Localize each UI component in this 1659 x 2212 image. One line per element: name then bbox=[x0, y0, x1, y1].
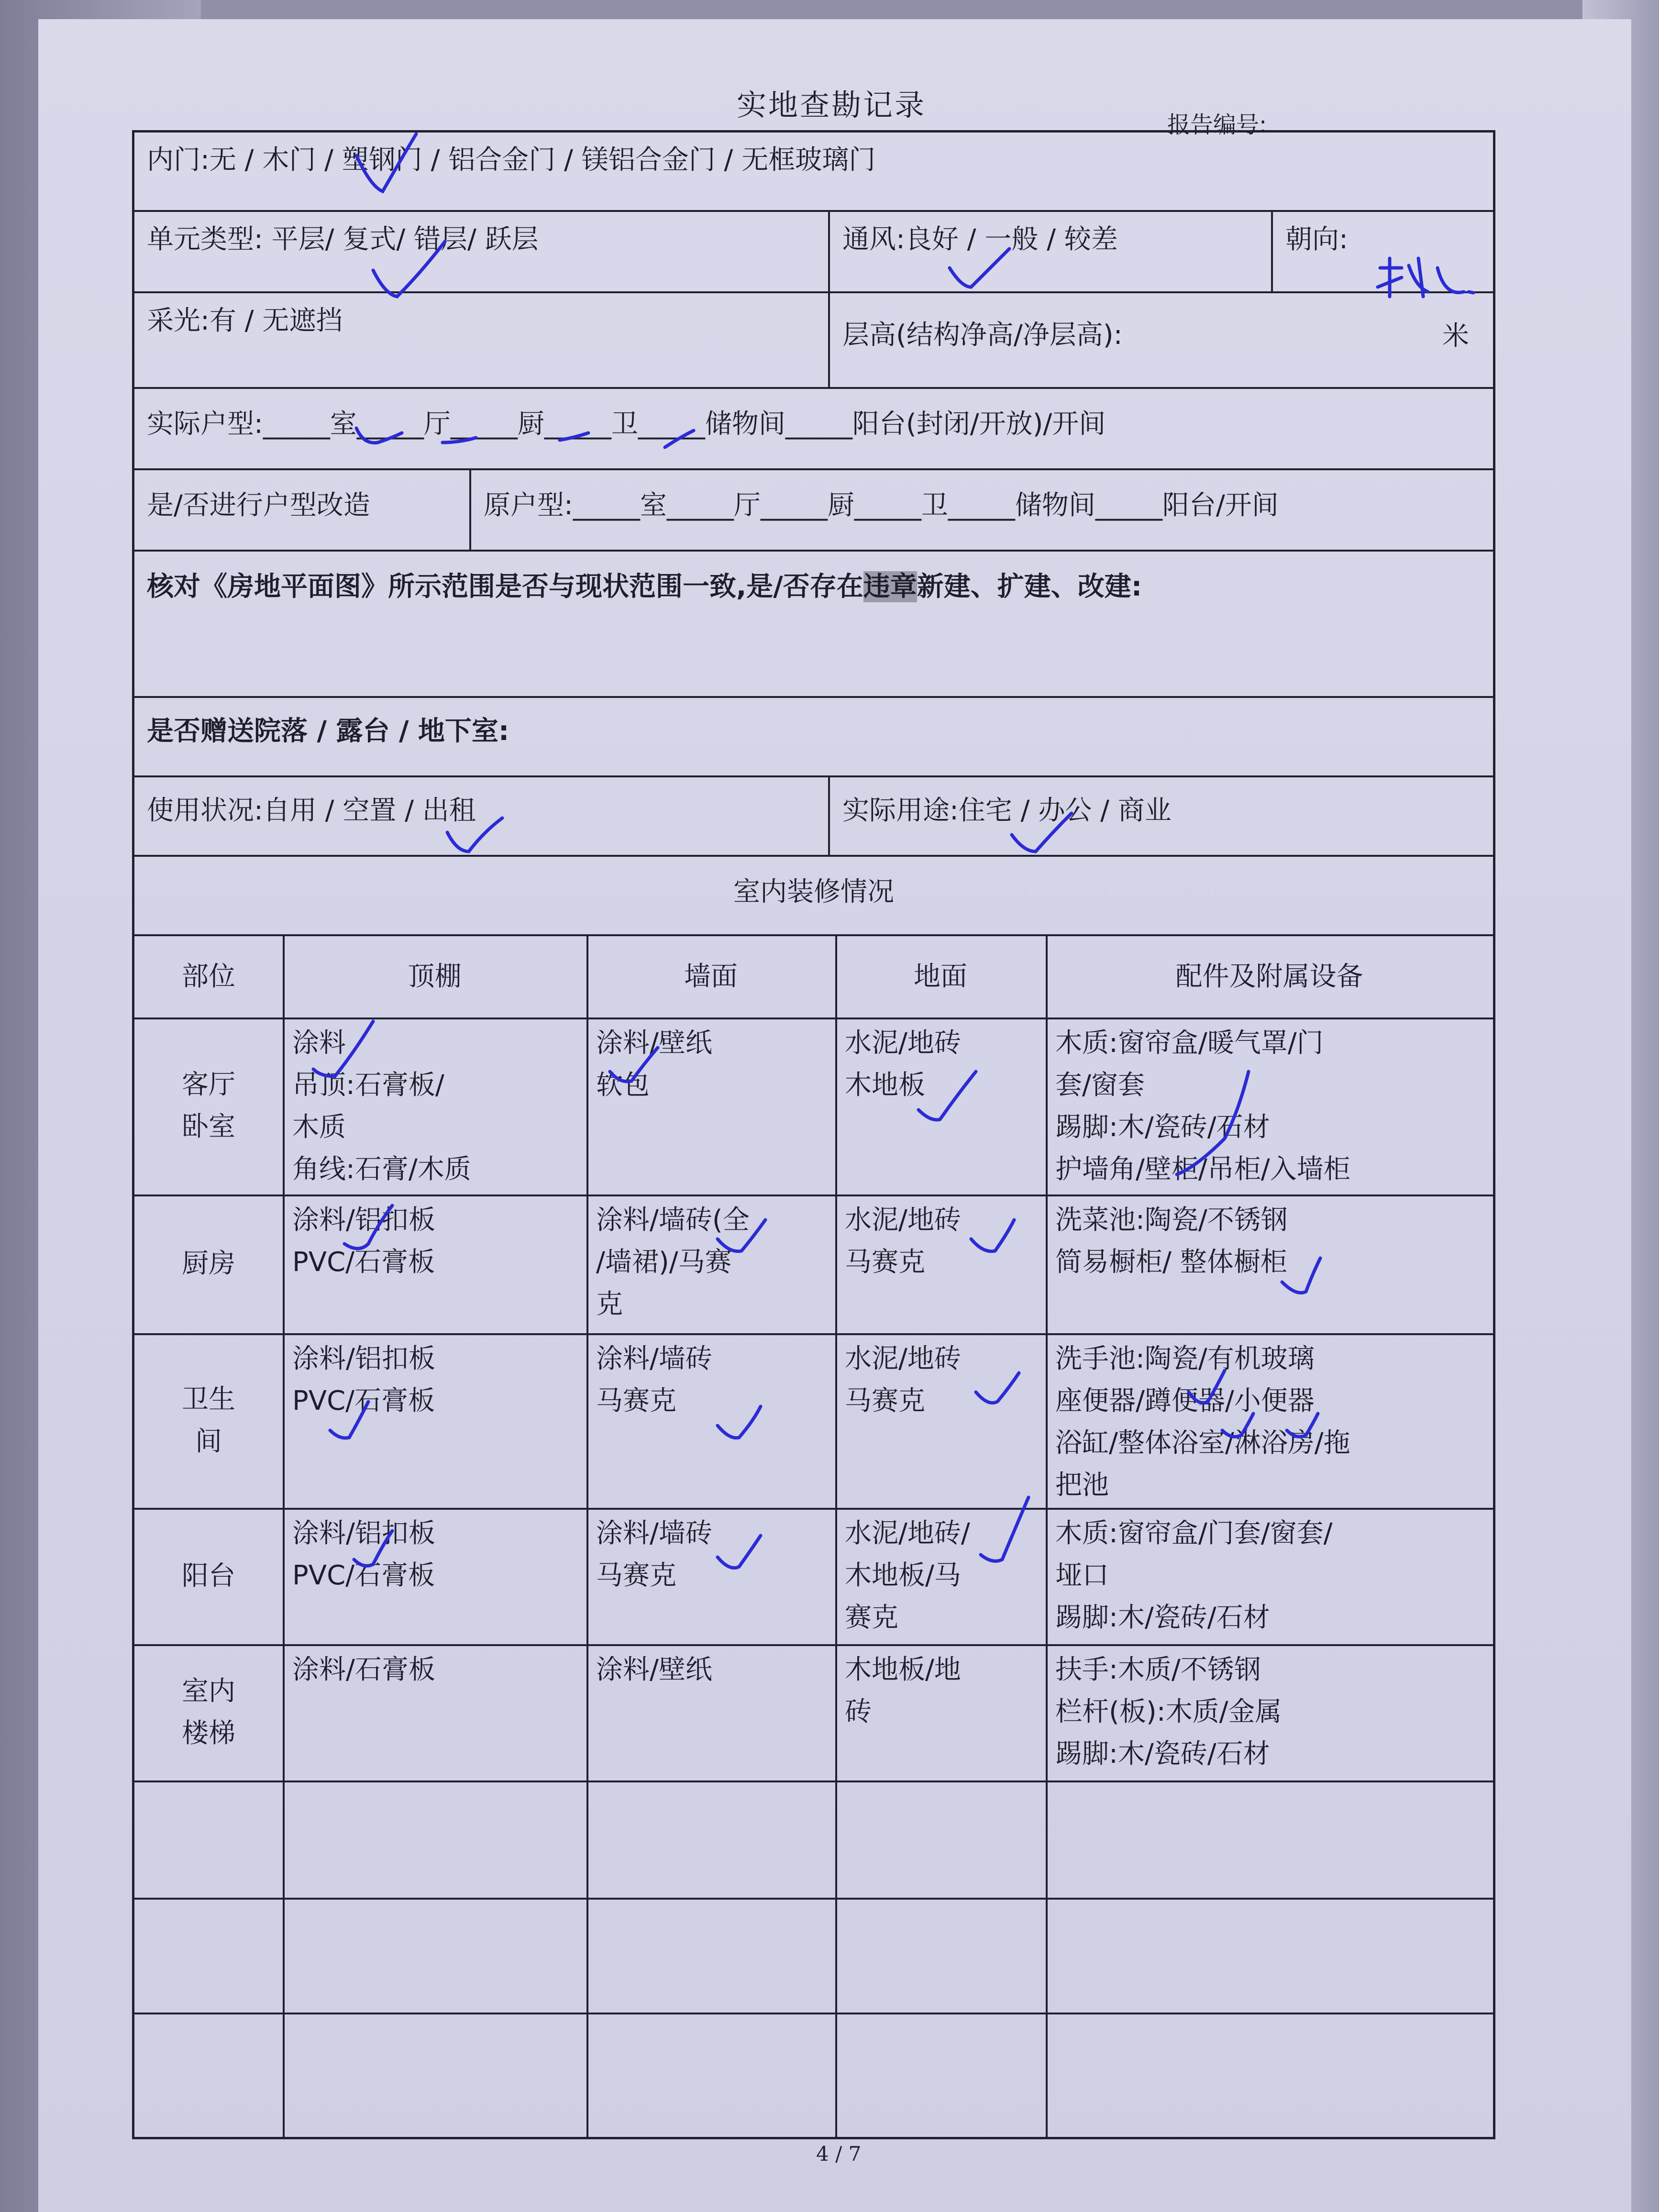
floor-height-unit: 米 bbox=[1442, 321, 1469, 352]
table-header: 墙面 bbox=[684, 961, 738, 992]
check-mark bbox=[950, 249, 1009, 287]
table-header: 地面 bbox=[914, 961, 967, 992]
table-cell: 涂料/铝扣板 PVC/石膏板 bbox=[292, 1205, 435, 1278]
check-mark bbox=[981, 1497, 1029, 1561]
table-row-label: 厨房 bbox=[182, 1248, 235, 1279]
orientation-label: 朝向: bbox=[1271, 212, 1498, 291]
table-cell: 洗菜池:陶瓷/不锈钢 简易橱柜/ 整体橱柜 bbox=[1055, 1205, 1288, 1278]
check-mark bbox=[354, 1531, 392, 1566]
table-cell: 水泥/地砖 木地板 bbox=[845, 1028, 961, 1101]
table-cell: 涂料/壁纸 软包 bbox=[596, 1028, 712, 1101]
table-cell: 木质:窗帘盒/门套/窗套/ 垭口 踢脚:木/瓷砖/石材 bbox=[1055, 1518, 1333, 1633]
document-title: 实地查勘记录 bbox=[737, 88, 927, 122]
table-cell: 木质:窗帘盒/暖气罩/门 套/窗套 踢脚:木/瓷砖/石材 护墙角/壁柜/吊柜/入墙柜 bbox=[1055, 1028, 1350, 1185]
table-row-label: 室内 楼梯 bbox=[182, 1675, 235, 1749]
check-mark bbox=[344, 1206, 392, 1249]
check-mark bbox=[610, 1048, 658, 1082]
inner-door-options: 内门:无 / 木门 / 塑钢门 / 铝合金门 / 镁铝合金门 / 无框玻璃门 bbox=[147, 144, 876, 176]
table-cell: 涂料/铝扣板 PVC/石膏板 bbox=[292, 1518, 435, 1591]
scope-check-highlight: 违章 bbox=[863, 571, 917, 602]
page-number: 4 / 7 bbox=[816, 2142, 862, 2166]
decoration-title: 室内装修情况 bbox=[733, 876, 894, 907]
gift-items-question: 是否赠送院落 / 露台 / 地下室: bbox=[147, 716, 509, 747]
renovation-question: 是/否进行户型改造 bbox=[147, 490, 370, 521]
check-mark bbox=[976, 1373, 1019, 1403]
table-cell: 涂料/铝扣板 PVC/石膏板 bbox=[292, 1343, 435, 1416]
check-mark bbox=[1177, 1072, 1249, 1174]
check-mark bbox=[1222, 1414, 1253, 1437]
floor-height-label: 层高(结构净高/净层高): bbox=[842, 320, 1123, 351]
table-cell: 水泥/地砖 马赛克 bbox=[845, 1205, 961, 1278]
check-mark bbox=[313, 1021, 373, 1076]
check-mark bbox=[918, 1072, 976, 1120]
check-mark bbox=[1012, 813, 1072, 852]
check-mark bbox=[330, 1402, 368, 1438]
check-mark bbox=[560, 433, 588, 440]
table-cell: 涂料/墙砖(全 /墙裙)/马赛 克 bbox=[596, 1205, 750, 1320]
table-row-label: 客厅 卧室 bbox=[182, 1069, 235, 1142]
check-mark bbox=[373, 242, 445, 297]
table-cell: 扶手:木质/不锈钢 栏杆(板):木质/金属 踢脚:木/瓷砖/石材 bbox=[1055, 1654, 1282, 1770]
check-mark bbox=[1189, 1371, 1225, 1403]
check-mark bbox=[971, 1220, 1014, 1251]
table-cell: 涂料/墙砖 马赛克 bbox=[596, 1518, 712, 1591]
check-mark bbox=[447, 818, 502, 852]
lighting-options: 采光:有 / 无遮挡 bbox=[147, 305, 343, 336]
table-row-label: 卫生 间 bbox=[182, 1383, 235, 1457]
table-cell: 水泥/地砖/ 木地板/马 赛克 bbox=[845, 1518, 970, 1633]
table-cell: 木地板/地 砖 bbox=[845, 1654, 961, 1727]
check-mark bbox=[1282, 1258, 1320, 1293]
table-cell: 水泥/地砖 马赛克 bbox=[845, 1343, 961, 1416]
use-status-options: 使用状况:自用 / 空置 / 出租 bbox=[147, 795, 476, 826]
check-mark bbox=[718, 1536, 761, 1568]
actual-use-options: 实际用途:住宅 / 办公 / 商业 bbox=[828, 777, 1498, 855]
table-header: 配件及附属设备 bbox=[1175, 961, 1363, 992]
table-row-label: 阳台 bbox=[182, 1560, 235, 1592]
check-mark bbox=[1287, 1414, 1318, 1437]
check-mark bbox=[356, 134, 416, 191]
check-mark bbox=[665, 431, 694, 447]
check-mark bbox=[718, 1220, 765, 1251]
report-number-label: 报告编号: bbox=[1167, 111, 1267, 138]
table-header: 顶棚 bbox=[408, 961, 462, 992]
check-mark bbox=[356, 428, 402, 443]
table-cell: 涂料 吊顶:石膏板/ 木质 角线:石膏/木质 bbox=[292, 1028, 471, 1185]
table-cell: 洗手池:陶瓷/有机玻璃 座便器/蹲便器/小便器 浴缸/整体浴室/淋浴房/拖 把池 bbox=[1055, 1343, 1350, 1501]
table-cell: 涂料/壁纸 bbox=[596, 1654, 712, 1685]
actual-layout-field: 实际户型:_____室_____厅_____厨_____卫_____储物间_____阳台(封闭/开放)/开间 bbox=[147, 409, 1106, 440]
original-layout-field: 原户型:_____室_____厅_____厨_____卫_____储物间_____阳台/开间 bbox=[469, 470, 1498, 550]
ventilation-options: 通风:良好 / 一般 / 较差 bbox=[828, 212, 1271, 291]
scope-check-prefix: 核对《房地平面图》所示范围是否与现状范围一致,是/否存在 bbox=[147, 571, 863, 602]
check-mark bbox=[718, 1406, 761, 1438]
check-mark bbox=[442, 438, 476, 442]
table-cell: 涂料/墙砖 马赛克 bbox=[596, 1343, 712, 1416]
table-cell: 涂料/石膏板 bbox=[292, 1654, 435, 1685]
orientation-signature bbox=[1378, 258, 1473, 297]
unit-type-options: 单元类型: 平层/ 复式/ 错层/ 跃层 bbox=[147, 224, 539, 255]
table-header: 部位 bbox=[182, 961, 235, 992]
scope-check-suffix: 新建、扩建、改建: bbox=[917, 571, 1142, 602]
